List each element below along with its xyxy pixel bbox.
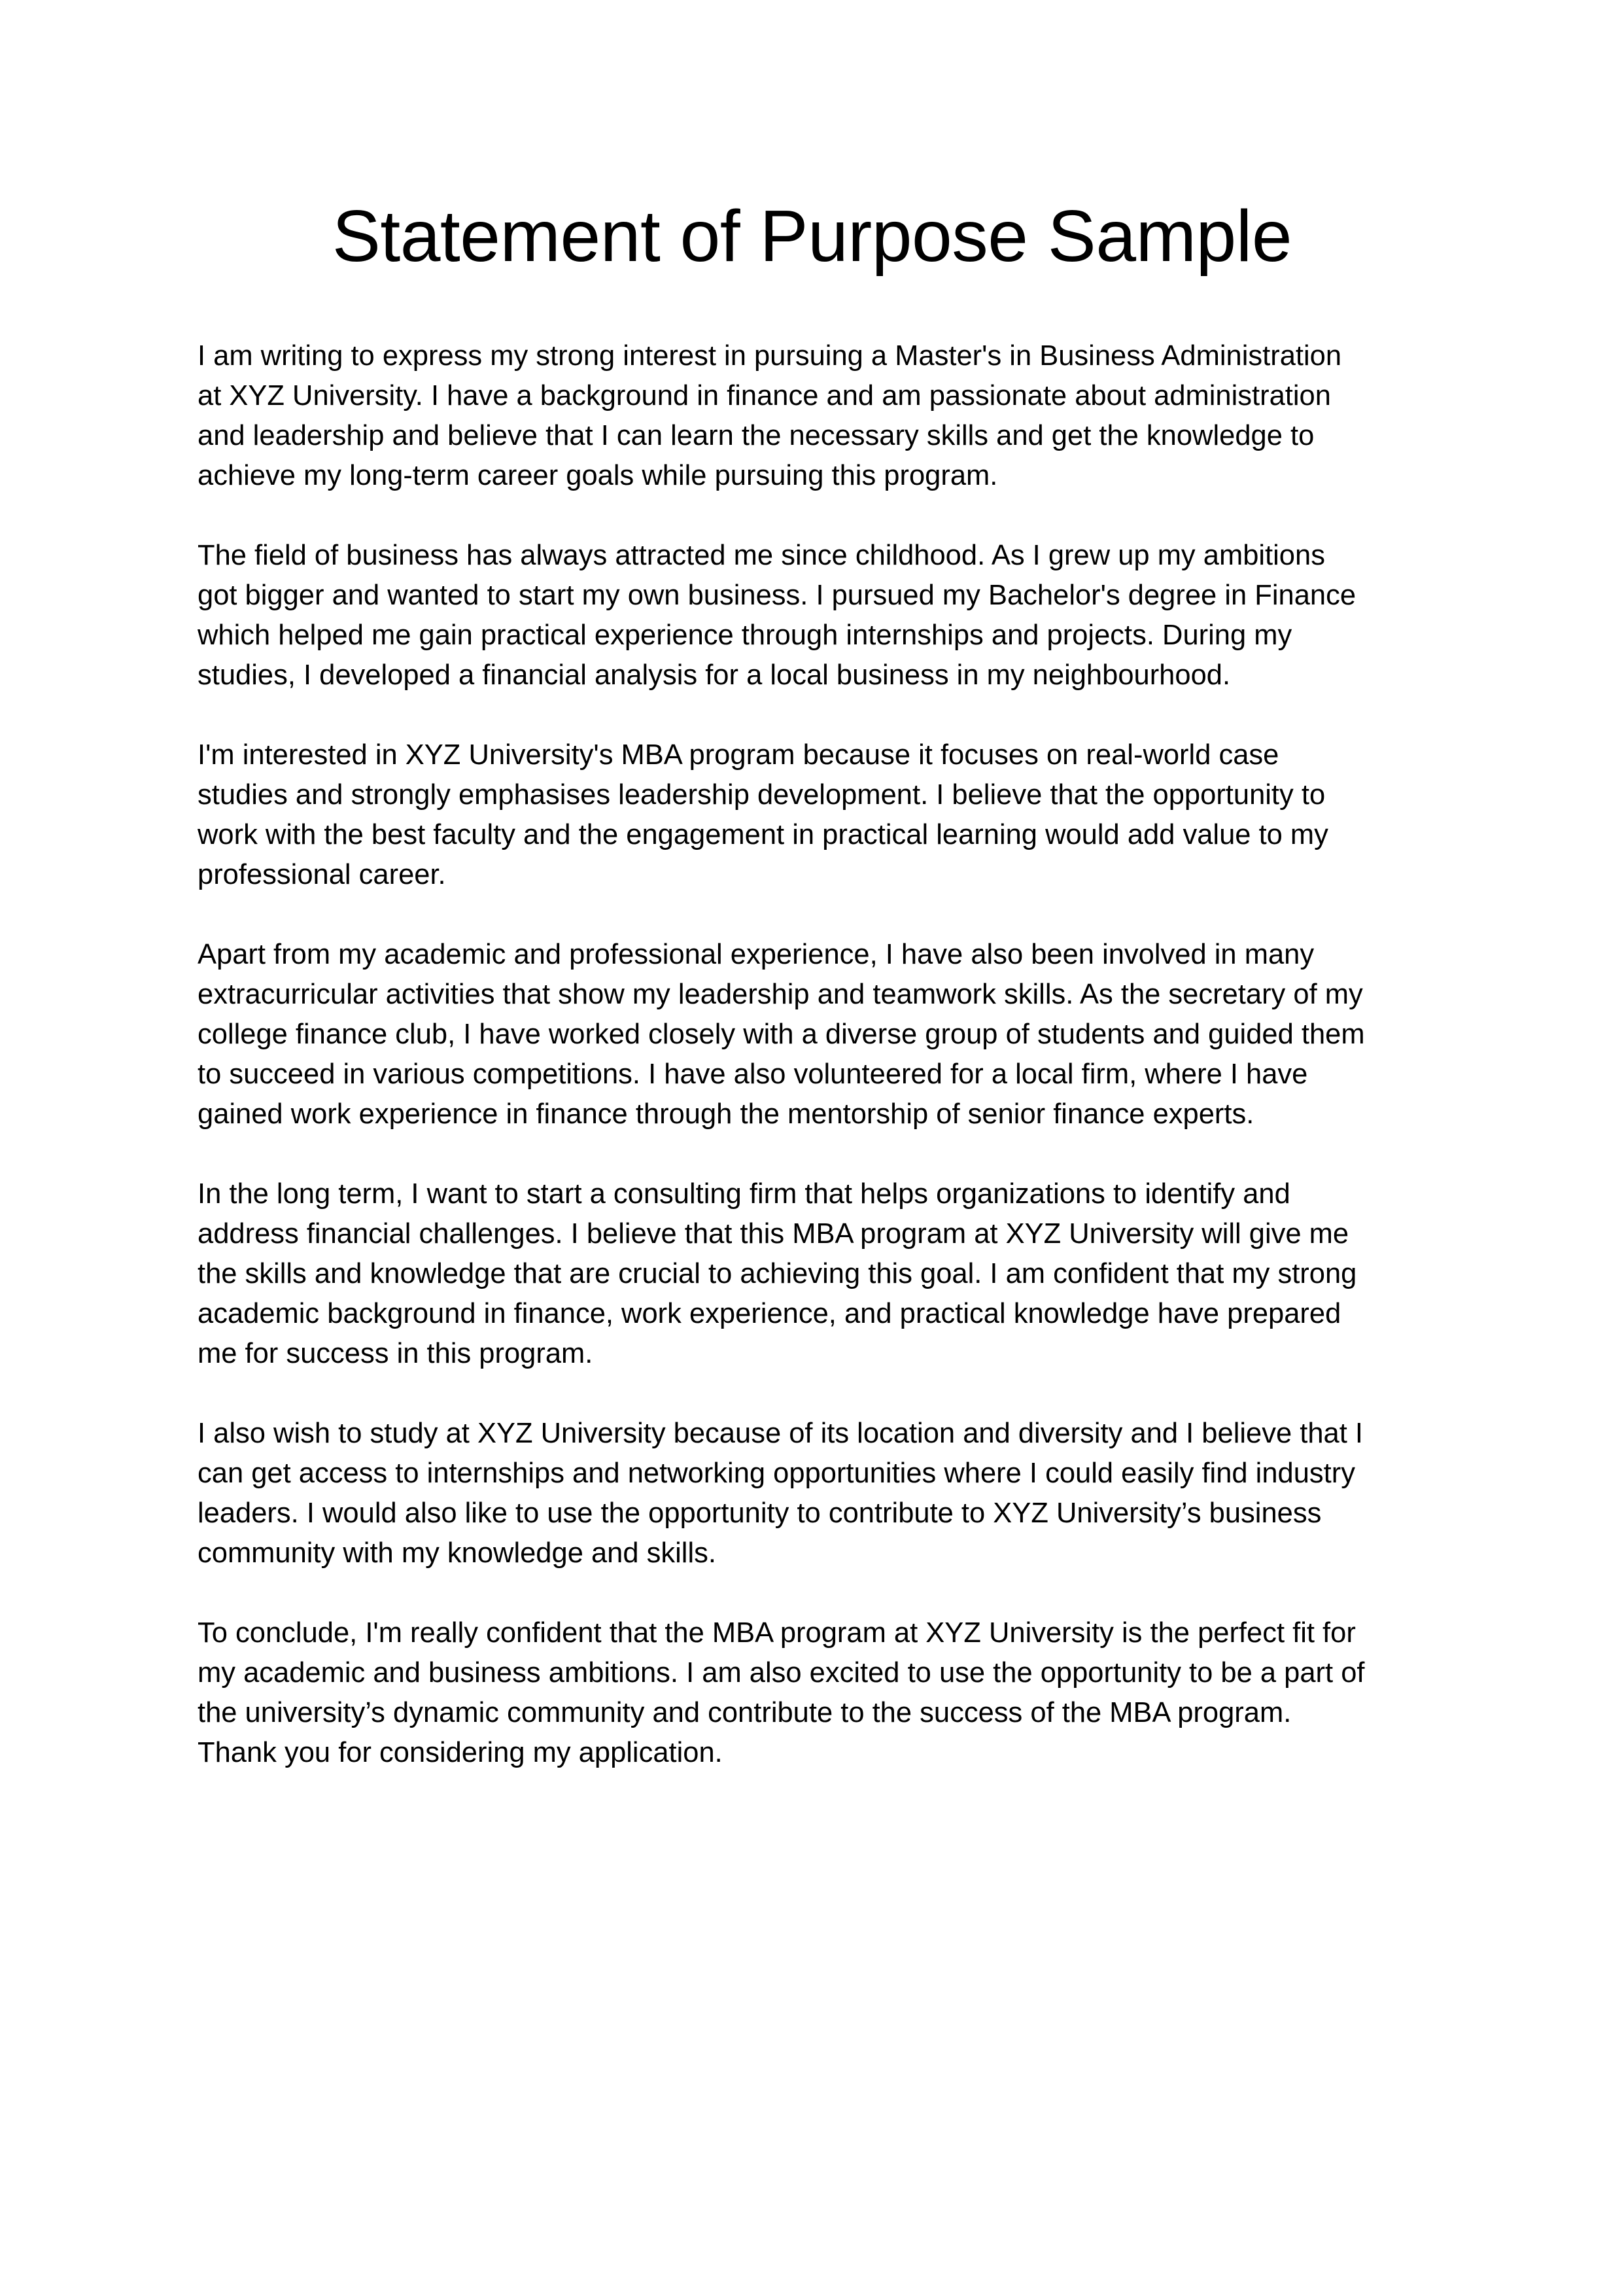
paragraph-background: [198, 536, 1479, 695]
text-line: academic background in finance, work experience, and practical knowledge have prepared: [198, 1298, 1341, 1329]
paragraph-conclusion: [198, 1613, 1479, 1773]
text-line: community with my knowledge and skills.: [198, 1537, 716, 1569]
text-line: professional career.: [198, 859, 446, 890]
text-line: studies and strongly emphasises leadership development. I believe that the opportunity to: [198, 779, 1326, 811]
paragraph-career-goals: [198, 1174, 1479, 1374]
text-line: my academic and business ambitions. I am also excited to use the opportunity to be a part of: [198, 1657, 1365, 1689]
text-line: got bigger and wanted to start my own business. I pursued my Bachelor's degree in Finance: [198, 580, 1356, 611]
text-line: In the long term, I want to start a consulting firm that helps organizations to identify and: [198, 1178, 1290, 1210]
text-line: work with the best faculty and the engagement in practical learning would add value to my: [198, 819, 1328, 850]
paragraph-introduction: [198, 336, 1479, 496]
text-line: at XYZ University. I have a background in finance and am passionate about administration: [198, 380, 1331, 412]
text-line: extracurricular activities that show my leadership and teamwork skills. As the secretary of my: [198, 979, 1363, 1010]
text-line: address financial challenges. I believe that this MBA program at XYZ University will give me: [198, 1218, 1349, 1250]
paragraph-extracurricular: [198, 935, 1479, 1134]
text-line: The field of business has always attracted me since childhood. As I grew up my ambitions: [198, 540, 1325, 571]
paragraph-location-diversity: [198, 1414, 1479, 1573]
text-line: and leadership and believe that I can learn the necessary skills and get the knowledge to: [198, 420, 1315, 451]
text-line: the skills and knowledge that are crucial to achieving this goal. I am confident that my strong: [198, 1258, 1357, 1289]
text-line: gained work experience in finance through the mentorship of senior finance experts.: [198, 1098, 1254, 1130]
text-line: Thank you for considering my application.: [198, 1737, 723, 1768]
text-line: can get access to internships and networking opportunities where I could easily find industry: [198, 1458, 1355, 1489]
text-line: college finance club, I have worked closely with a diverse group of students and guided them: [198, 1019, 1365, 1050]
text-line: To conclude, I'm really confident that the MBA program at XYZ University is the perfect fit for: [198, 1617, 1356, 1649]
document-body: [198, 336, 1479, 1813]
text-line: to succeed in various competitions. I have also volunteered for a local firm, where I have: [198, 1059, 1308, 1090]
text-line: I also wish to study at XYZ University because of its location and diversity and I believe that I: [198, 1418, 1363, 1449]
text-line: Apart from my academic and professional experience, I have also been involved in many: [198, 939, 1315, 970]
text-line: studies, I developed a financial analysis for a local business in my neighbourhood.: [198, 659, 1231, 691]
text-line: the university’s dynamic community and contribute to the success of the MBA program.: [198, 1697, 1292, 1728]
document-title: Statement of Purpose Sample: [332, 196, 1292, 277]
text-line: which helped me gain practical experience through internships and projects. During my: [198, 620, 1292, 651]
text-line: achieve my long-term career goals while pursuing this program.: [198, 460, 998, 491]
text-line: leaders. I would also like to use the opportunity to contribute to XYZ University’s business: [198, 1498, 1322, 1529]
text-line: I am writing to express my strong interest in pursuing a Master's in Business Administration: [198, 340, 1342, 372]
text-line: me for success in this program.: [198, 1338, 593, 1369]
paragraph-program-interest: [198, 735, 1479, 895]
text-line: I'm interested in XYZ University's MBA program because it focuses on real-world case: [198, 739, 1279, 771]
